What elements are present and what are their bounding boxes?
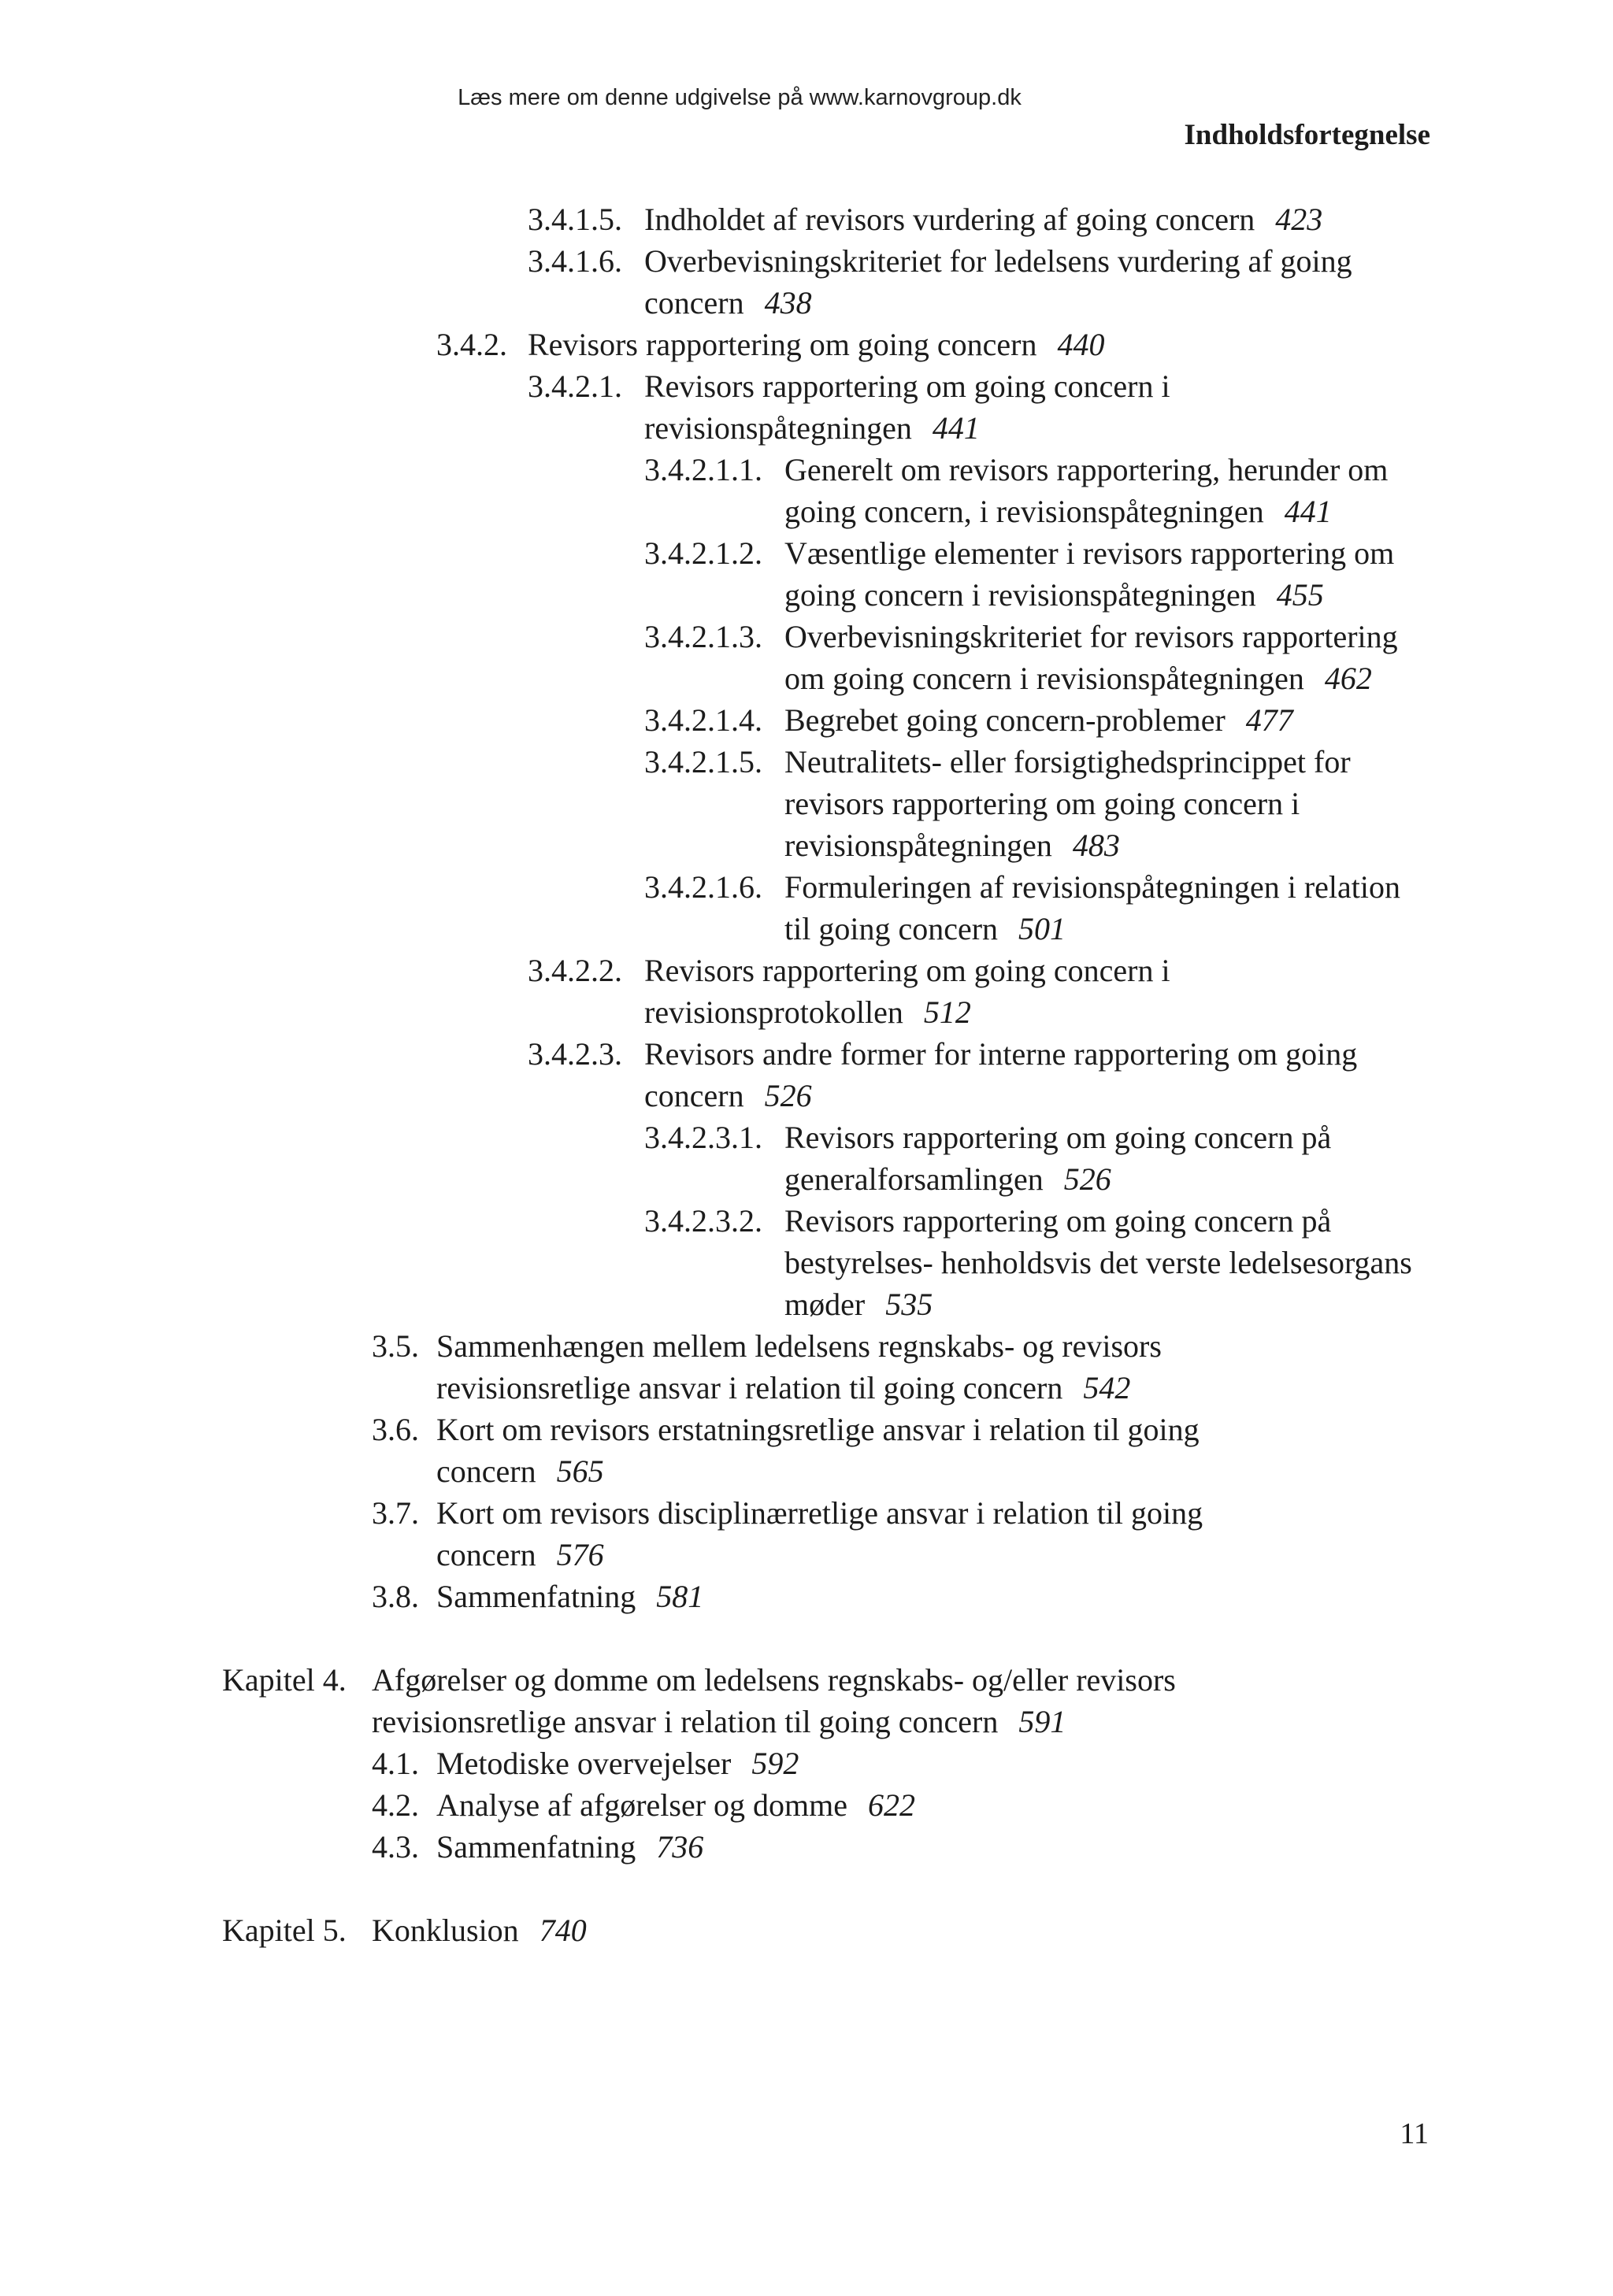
toc-entry-page: 526 — [1063, 1161, 1111, 1197]
toc-entry-page: 477 — [1245, 702, 1293, 738]
toc-entry-title: Sammenhængen mellem ledelsens regnskabs- og revisors revisionsretlige ansvar i relation til going concern — [436, 1328, 1162, 1405]
toc-entry[interactable] — [0, 365, 1613, 449]
toc-entry[interactable] — [0, 1784, 1613, 1826]
toc-chapter-entry[interactable] — [0, 1659, 1613, 1742]
toc-entry-title: Sammenfatning — [436, 1829, 636, 1865]
toc-entry-title: Revisors rapportering om going concern i revisionspåtegningen — [644, 368, 1170, 446]
toc-entry-page: 740 — [539, 1913, 587, 1948]
toc-entry-page: 440 — [1057, 327, 1105, 362]
toc-entry[interactable] — [0, 866, 1613, 950]
toc-entry-number: 3.4.1.5. — [528, 202, 622, 237]
page-number: 11 — [1400, 2117, 1429, 2150]
toc-entry[interactable] — [0, 324, 1613, 365]
toc-entry-number: 3.4.1.6. — [528, 243, 622, 279]
toc-entry-title: Revisors rapportering om going concern på bestyrelses- henholdsvis det verste ledelsesorgans møder — [784, 1203, 1412, 1322]
toc-entry-page: 542 — [1083, 1370, 1131, 1405]
toc-entry-page: 423 — [1275, 202, 1323, 237]
toc-entry[interactable] — [0, 741, 1613, 866]
toc-entry-page: 576 — [556, 1537, 604, 1572]
toc-entry-title: Generelt om revisors rapportering, herunder om going concern, i revisionspåtegningen — [784, 452, 1389, 529]
toc-entry-title: Afgørelser og domme om ledelsens regnskabs- og/eller revisors revisionsretlige ansvar i relation til going concern — [372, 1662, 1176, 1739]
toc-entry-page: 483 — [1072, 828, 1120, 863]
toc-entry-title: Kort om revisors erstatningsretlige ansvar i relation til going concern — [436, 1412, 1200, 1489]
toc-entry[interactable] — [0, 1033, 1613, 1117]
toc-entry-title: Overbevisningskriteriet for ledelsens vurdering af going concern — [644, 243, 1352, 320]
toc-entry-title: Sammenfatning — [436, 1579, 636, 1614]
toc-entry[interactable] — [0, 616, 1613, 699]
toc-entry[interactable] — [0, 1742, 1613, 1784]
toc-entry-number: 4.3. — [372, 1829, 419, 1865]
toc-entry-number: 3.4.2.1.2. — [644, 535, 762, 571]
toc-entry[interactable] — [0, 1325, 1613, 1409]
toc-entry-title: Konklusion — [372, 1913, 519, 1948]
toc-entry-number: 3.4.2. — [436, 327, 507, 362]
toc-entry-number: 3.6. — [372, 1412, 419, 1447]
chapter-spacer — [0, 1868, 1613, 1909]
toc-entry-title: Revisors rapportering om going concern på generalforsamlingen — [784, 1120, 1332, 1197]
toc-entry-number: 3.8. — [372, 1579, 419, 1614]
toc-entry-page: 622 — [868, 1787, 916, 1823]
toc-entry-title: Formuleringen af revisionspåtegningen i relation til going concern — [784, 869, 1401, 946]
toc-entry-page: 462 — [1324, 661, 1372, 696]
toc-entry[interactable] — [0, 198, 1613, 240]
toc-entry[interactable] — [0, 1200, 1613, 1325]
toc-entry-title: Neutralitets- eller forsigtighedsprincippet for revisors rapportering om going concern i revisionspåtegningen — [784, 744, 1351, 863]
chapter-spacer — [0, 1617, 1613, 1659]
toc-entry-title: Væsentlige elementer i revisors rapportering om going concern i revisionspåtegningen — [784, 535, 1395, 613]
toc-entry[interactable] — [0, 449, 1613, 532]
toc-entry-number: 3.4.2.3.2. — [644, 1203, 762, 1239]
toc-entry-number: 3.4.2.1.4. — [644, 702, 762, 738]
toc-entry[interactable] — [0, 950, 1613, 1033]
toc-entry[interactable] — [0, 240, 1613, 324]
toc-entry[interactable] — [0, 1492, 1613, 1576]
toc-entry-page: 455 — [1276, 577, 1324, 613]
toc-entry[interactable] — [0, 699, 1613, 741]
toc-entry[interactable] — [0, 1409, 1613, 1492]
toc-entry-title: Analyse af afgørelser og domme — [436, 1787, 848, 1823]
toc-entry-title: Overbevisningskriteriet for revisors rapportering om going concern i revisionspåtegningen — [784, 619, 1398, 696]
table-of-contents — [0, 198, 1613, 1951]
toc-chapter-entry[interactable] — [0, 1909, 1613, 1951]
toc-entry-number: Kapitel 4. — [222, 1662, 347, 1698]
toc-entry-page: 736 — [656, 1829, 704, 1865]
toc-entry-number: 3.4.2.2. — [528, 953, 622, 988]
toc-entry-title: Revisors rapportering om going concern i revisionsprotokollen — [644, 953, 1170, 1030]
toc-entry-page: 441 — [932, 410, 980, 446]
toc-entry-page: 438 — [764, 285, 812, 320]
toc-entry-page: 441 — [1284, 494, 1332, 529]
toc-entry[interactable] — [0, 1117, 1613, 1200]
toc-entry-number: 3.4.2.1.3. — [644, 619, 762, 654]
toc-entry-page: 501 — [1018, 911, 1066, 946]
toc-entry-page: 565 — [556, 1454, 604, 1489]
promo-link-text[interactable]: Læs mere om denne udgivelse på www.karnovgroup.dk — [458, 85, 1022, 110]
toc-entry[interactable] — [0, 532, 1613, 616]
toc-entry-number: Kapitel 5. — [222, 1913, 347, 1948]
toc-entry-page: 512 — [923, 994, 971, 1030]
toc-entry-title: Revisors rapportering om going concern — [528, 327, 1037, 362]
running-head: Indholdsfortegnelse — [1184, 119, 1430, 151]
toc-entry-number: 3.5. — [372, 1328, 419, 1364]
toc-entry-title: Kort om revisors disciplinærretlige ansvar i relation til going concern — [436, 1495, 1203, 1572]
toc-entry[interactable] — [0, 1576, 1613, 1617]
toc-entry-page: 592 — [751, 1746, 799, 1781]
toc-entry-number: 3.4.2.3. — [528, 1036, 622, 1072]
toc-entry-number: 3.4.2.1.1. — [644, 452, 762, 487]
toc-entry-number: 4.1. — [372, 1746, 419, 1781]
toc-entry-title: Metodiske overvejelser — [436, 1746, 732, 1781]
toc-entry-page: 581 — [656, 1579, 704, 1614]
toc-entry-number: 3.4.2.1. — [528, 368, 622, 404]
toc-entry-title: Indholdet af revisors vurdering af going concern — [644, 202, 1255, 237]
toc-entry[interactable] — [0, 1826, 1613, 1868]
toc-entry-page: 526 — [764, 1078, 812, 1113]
toc-entry-title: Revisors andre former for interne rapportering om going concern — [644, 1036, 1358, 1113]
toc-entry-number: 3.7. — [372, 1495, 419, 1531]
toc-entry-number: 3.4.2.3.1. — [644, 1120, 762, 1155]
toc-entry-page: 591 — [1018, 1704, 1066, 1739]
toc-entry-number: 4.2. — [372, 1787, 419, 1823]
toc-entry-title: Begrebet going concern-problemer — [784, 702, 1226, 738]
toc-entry-page: 535 — [885, 1287, 933, 1322]
toc-entry-number: 3.4.2.1.5. — [644, 744, 762, 780]
toc-entry-number: 3.4.2.1.6. — [644, 869, 762, 905]
